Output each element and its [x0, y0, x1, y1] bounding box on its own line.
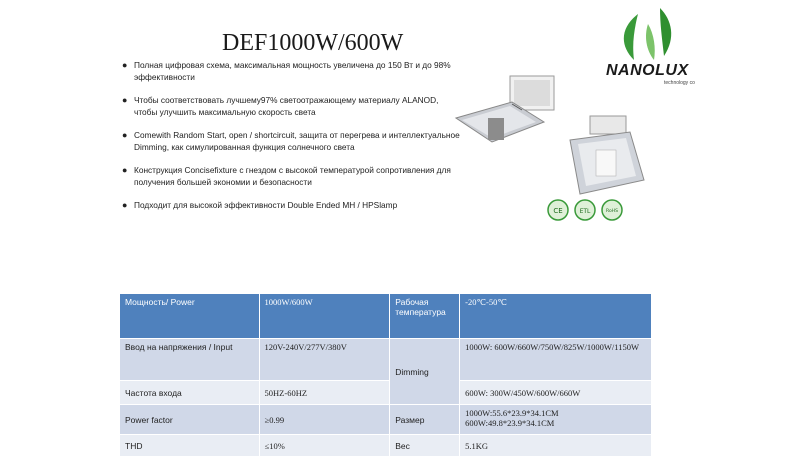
table-cell: 1000W/600W: [259, 294, 390, 339]
cert-etl: ETL: [579, 208, 591, 215]
table-cell: ≤10%: [259, 435, 390, 457]
product-image-fixture: [560, 110, 650, 202]
table-cell: -20℃-50℃: [460, 294, 652, 339]
table-cell: Мощность/ Power: [120, 294, 260, 339]
table-cell: ≥0.99: [259, 405, 390, 435]
table-cell: Power factor: [120, 405, 260, 435]
table-row: [120, 381, 652, 405]
list-item: ● Конструкция Concisefixture с гнездом с высокой температурой сопротивления для получения большей экономии и безопасности: [122, 165, 451, 187]
table-cell: Рабочая температура: [390, 294, 460, 339]
table-header-row: [120, 294, 652, 339]
cert-ce: CE: [553, 207, 563, 215]
table-cell: 50HZ-60HZ: [259, 381, 390, 405]
table-cell: 1000W:55.6*23.9*34.1CM 600W:49.8*23.9*34.1CM: [460, 405, 652, 435]
list-item: ● Подходит для высокой эффективности Double Ended MH / HPSlamp: [122, 200, 398, 210]
table-cell: THD: [120, 435, 260, 457]
spec-table: [119, 293, 652, 457]
table-cell: 120V-240V/277V/380V: [259, 339, 390, 381]
list-item: ● Полная цифровая схема, максимальная мощность увеличена до 150 Вт и до 98% эффективности: [122, 60, 451, 82]
table-cell: Ввод на напряжения / Input: [120, 339, 260, 381]
bullet-icon: ●: [122, 130, 128, 140]
logo-wordmark: NANOLUX: [606, 62, 689, 79]
bullet-icon: ●: [122, 165, 128, 175]
table-cell: Вес: [390, 435, 460, 457]
page-title: DEF1000W/600W: [222, 30, 404, 56]
table-row: [120, 405, 652, 435]
feature-list: [120, 60, 460, 224]
list-item: ● Comewith Random Start, open / shortcircuit, защита от перегрева и интеллектуальное Dimming, как симулированная функция солнечного света: [122, 130, 460, 152]
logo-subtitle: technology co: [664, 80, 695, 86]
table-row: [120, 339, 652, 381]
product-image-reflector: [452, 68, 562, 156]
certification-badges: [547, 199, 629, 221]
list-item: ● Чтобы соответствовать лучшему97% светоотражающему материалу ALANOD, чтобы улучшить максимальную скорость света: [122, 95, 439, 117]
table-cell: 600W: 300W/450W/600W/660W: [460, 381, 652, 405]
table-cell: Размер: [390, 405, 460, 435]
cert-rohs: RoHS: [606, 209, 618, 214]
table-cell: 5.1KG: [460, 435, 652, 457]
bullet-icon: ●: [122, 95, 128, 105]
table-cell: Dimming: [390, 339, 460, 405]
table-cell: Частота входа: [120, 381, 260, 405]
bullet-icon: ●: [122, 200, 128, 210]
table-row: [120, 435, 652, 457]
table-cell: 1000W: 600W/660W/750W/825W/1000W/1150W: [460, 339, 652, 381]
bullet-icon: ●: [122, 60, 128, 70]
